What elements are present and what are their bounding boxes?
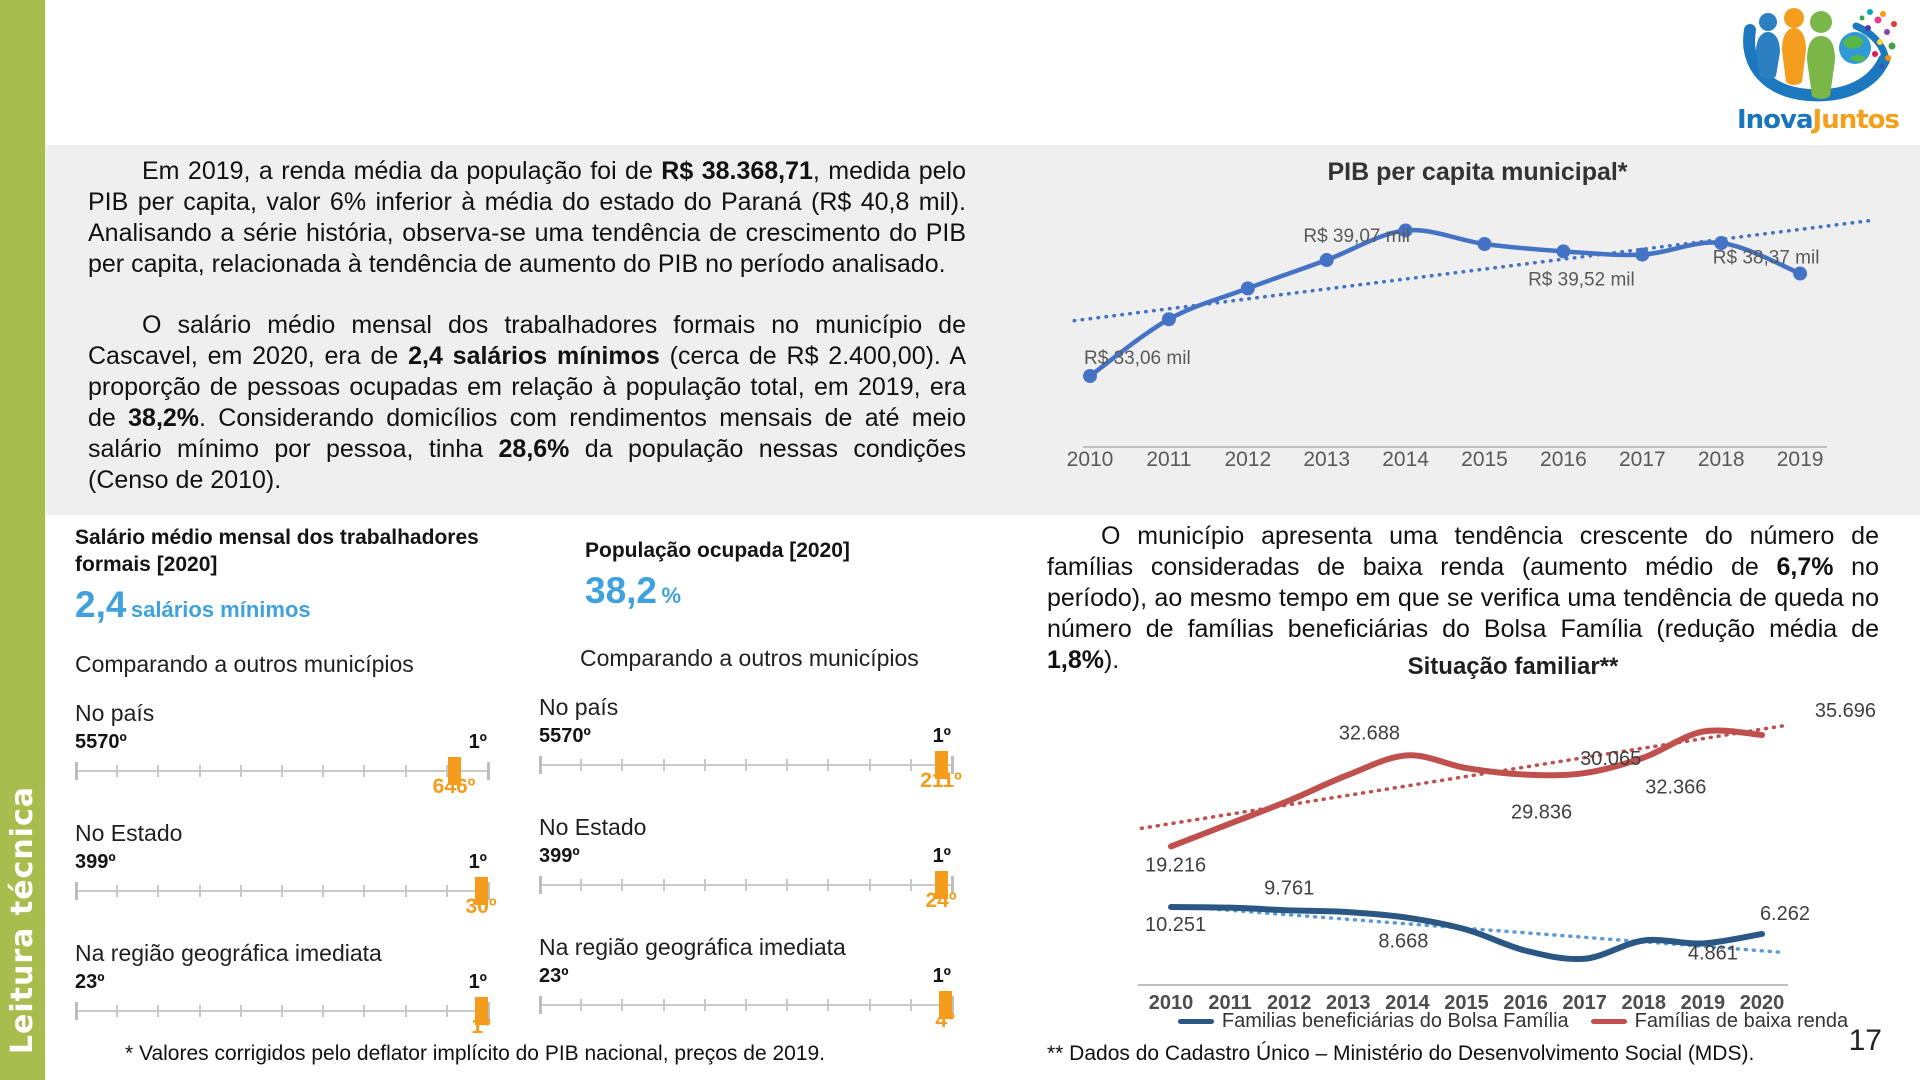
track-tick: [869, 999, 871, 1011]
rank-row: [539, 805, 979, 925]
intro-paragraphs: [88, 156, 966, 526]
track-tick: [621, 879, 623, 891]
svg-text:2017: 2017: [1562, 992, 1607, 1014]
track-tick: [75, 762, 78, 780]
rank-row-label: No Estado: [539, 814, 647, 840]
page-number: 17: [1848, 1024, 1882, 1057]
track-tick: [869, 879, 871, 891]
rank-best: 1º: [932, 965, 951, 987]
svg-text:9.761: 9.761: [1264, 877, 1315, 900]
track-tick: [75, 882, 78, 900]
svg-text:2016: 2016: [1540, 448, 1587, 471]
indicator-value-unit: %: [661, 583, 682, 608]
person-icon: [1784, 8, 1804, 28]
track-tick: [539, 876, 542, 894]
legend-item: [1178, 1010, 1569, 1033]
track-tick: [157, 765, 159, 777]
indicator-value: [75, 584, 515, 628]
track-tick: [745, 879, 747, 891]
track-tick: [704, 999, 706, 1011]
track-tick: [745, 999, 747, 1011]
track-tick: [786, 879, 788, 891]
rank-best: 1º: [468, 731, 487, 753]
track-tick: [405, 1005, 407, 1017]
svg-text:30.065: 30.065: [1580, 748, 1642, 771]
logo-part-inova: Inova: [1736, 105, 1813, 135]
svg-text:2012: 2012: [1224, 448, 1272, 471]
footnote-cadastro: ** Dados do Cadastro Único – Ministério do Desenvolvimento Social (MDS).: [1047, 1042, 1755, 1065]
track-tick: [157, 885, 159, 897]
svg-text:2020: 2020: [1739, 992, 1785, 1014]
track-tick: [539, 996, 542, 1014]
rank-best: 1º: [468, 851, 487, 873]
track-tick: [663, 759, 665, 771]
track-tick: [75, 1002, 78, 1020]
svg-text:2011: 2011: [1208, 992, 1252, 1014]
svg-text:R$ 39,07 mil: R$ 39,07 mil: [1303, 226, 1411, 248]
track-tick: [580, 759, 582, 771]
indicator-salario-medio: [75, 524, 515, 1051]
person-icon: [1759, 13, 1777, 31]
track-tick: [116, 885, 118, 897]
svg-text:2014: 2014: [1385, 992, 1430, 1014]
track-tick: [322, 885, 324, 897]
track-tick: [621, 999, 623, 1011]
pib-chart-title: PIB per capita municipal*: [1327, 158, 1628, 186]
svg-text:35.696: 35.696: [1814, 699, 1876, 722]
svg-text:R$ 38,37 mil: R$ 38,37 mil: [1712, 247, 1820, 269]
track-tick: [405, 765, 407, 777]
rank-row-label: Na região geográfica imediata: [75, 940, 382, 966]
rank-worst: 5570º: [539, 725, 591, 747]
compare-heading: Comparando a outros municípios: [75, 651, 414, 677]
rank-row: [75, 691, 515, 811]
rank-worst: 23º: [539, 965, 569, 987]
track-tick: [157, 1005, 159, 1017]
indicator-title: Salário médio mensal dos trabalhadores formais [2020]: [75, 526, 479, 576]
track-tick: [199, 765, 201, 777]
intro-paragraph-2: O salário médio mensal dos trabalhadores formais no município de Cascavel, em 2020, era de 2,4 salários mínimos (cerca de R$ 2.400,00). A proporção de pessoas ocupadas em relação à população total, em 2019, era de 38,2%. Considerando domicílios com rendimentos mensais de até meio salário mínimo por pessoa, tinha 28,6% da população nessas condições (Censo de 2010).: [88, 311, 966, 494]
track-tick: [281, 765, 283, 777]
legend-line-swatch: [1591, 1019, 1627, 1024]
track-tick: [281, 885, 283, 897]
track-tick: [322, 765, 324, 777]
track-tick: [539, 756, 542, 774]
person-icon: [1810, 11, 1832, 33]
svg-text:2012: 2012: [1266, 992, 1312, 1014]
situacao-familiar-chart: [1128, 685, 1898, 1035]
track-tick: [240, 885, 242, 897]
rank-value: 24º: [925, 889, 957, 912]
rank-value: 646º: [432, 775, 476, 798]
rank-best: 1º: [932, 725, 951, 747]
indicator-value: [585, 570, 979, 614]
svg-text:2018: 2018: [1697, 448, 1745, 471]
rank-worst: 5570º: [75, 731, 127, 753]
rank-value: 4º: [935, 1009, 955, 1032]
track-tick: [199, 885, 201, 897]
rank-row: [539, 685, 979, 805]
rank-track: [539, 990, 951, 1020]
rank-track: [75, 996, 487, 1026]
track-tick: [786, 759, 788, 771]
track-tick: [621, 759, 623, 771]
ranking-rows: [539, 685, 979, 1045]
svg-text:2013: 2013: [1326, 992, 1371, 1014]
indicator-value-unit: salários mínimos: [130, 597, 311, 622]
track-tick: [580, 999, 582, 1011]
svg-text:32.366: 32.366: [1645, 776, 1707, 799]
rank-row-label: Na região geográfica imediata: [539, 934, 846, 960]
legend-line-swatch: [1178, 1019, 1214, 1024]
svg-text:2018: 2018: [1621, 992, 1667, 1014]
rank-track: [75, 876, 487, 906]
svg-text:2017: 2017: [1618, 448, 1666, 471]
rank-row-label: No país: [539, 694, 619, 720]
svg-text:2011: 2011: [1146, 448, 1192, 471]
logo-text: [1728, 105, 1908, 135]
rank-value: 211º: [920, 769, 962, 792]
track-tick: [116, 1005, 118, 1017]
svg-text:R$ 39,52 mil: R$ 39,52 mil: [1528, 269, 1635, 291]
family-paragraph: O município apresenta uma tendência crescente do número de famílias consideradas de baixa renda (aumento médio de 6,7% no período), ao mesmo tempo em que se verifica uma tendência de queda no número de famílias beneficiárias do Bolsa Família (redução média de 1,8%).: [1047, 522, 1879, 674]
track-tick: [116, 765, 118, 777]
track-tick: [827, 999, 829, 1011]
legend-label: Famílias de baixa renda: [1634, 1010, 1849, 1032]
svg-text:29.836: 29.836: [1511, 801, 1573, 824]
track-tick: [663, 999, 665, 1011]
legend-item: [1591, 1010, 1848, 1033]
track-tick: [199, 1005, 201, 1017]
track-tick: [281, 1005, 283, 1017]
track-tick: [745, 759, 747, 771]
inova-juntos-emblem: [1734, 4, 1902, 108]
track-tick: [704, 879, 706, 891]
svg-text:10.251: 10.251: [1145, 914, 1207, 936]
svg-text:2016: 2016: [1503, 992, 1548, 1014]
track-tick: [240, 1005, 242, 1017]
track-tick: [786, 999, 788, 1011]
track-tick: [322, 1005, 324, 1017]
indicator-populacao-ocupada: [539, 537, 979, 1045]
rank-worst: 399º: [75, 851, 116, 873]
rank-row-label: No Estado: [75, 820, 183, 846]
svg-text:2019: 2019: [1680, 992, 1726, 1014]
svg-text:2015: 2015: [1461, 448, 1508, 471]
track-tick: [827, 879, 829, 891]
rank-worst: 399º: [539, 845, 580, 867]
pib-per-capita-chart: [1055, 150, 1900, 495]
indicator-title: População ocupada [2020]: [585, 539, 850, 562]
sidebar-label: Leitura técnica: [5, 785, 40, 1054]
track-tick: [363, 765, 365, 777]
sidebar-band: [0, 0, 45, 1080]
indicator-value-number: 2,4: [75, 584, 127, 625]
svg-text:8.668: 8.668: [1378, 930, 1429, 953]
svg-text:32.688: 32.688: [1338, 722, 1400, 745]
footnote-pib: * Valores corrigidos pelo deflator implícito do PIB nacional, preços de 2019.: [125, 1042, 826, 1065]
track-tick: [405, 885, 407, 897]
svg-text:2010: 2010: [1148, 992, 1194, 1014]
svg-text:2010: 2010: [1066, 448, 1114, 471]
rank-worst: 23º: [75, 971, 105, 993]
track-tick: [663, 879, 665, 891]
track-tick: [704, 759, 706, 771]
svg-text:19.216: 19.216: [1145, 854, 1207, 877]
intro-paragraph-1: Em 2019, a renda média da população foi de R$ 38.368,71, medida pelo PIB per capita, valor 6% inferior à média do estado do Paraná (R$ 40,8 mil). Analisando a série história, observa-se uma tendência de crescimento do PIB per capita, relacionada à tendência de aumento do PIB no período analisado.: [88, 157, 966, 278]
family-chart-legend: [1128, 1010, 1898, 1033]
rank-value: 30º: [465, 895, 497, 918]
compare-heading: Comparando a outros municípios: [580, 645, 919, 671]
svg-text:6.262: 6.262: [1759, 902, 1810, 925]
svg-text:4.861: 4.861: [1687, 942, 1738, 965]
legend-label: Familias beneficiárias do Bolsa Família: [1221, 1010, 1569, 1032]
svg-text:R$ 33,06 mil: R$ 33,06 mil: [1084, 348, 1191, 369]
inova-juntos-logo: [1728, 4, 1908, 135]
track-tick: [363, 1005, 365, 1017]
svg-text:2014: 2014: [1382, 448, 1429, 471]
logo-part-juntos: Juntos: [1812, 105, 1899, 135]
track-tick: [827, 759, 829, 771]
rank-best: 1º: [468, 971, 487, 993]
indicator-value-number: 38,2: [585, 570, 658, 611]
rank-track: [539, 750, 951, 780]
rank-track: [539, 870, 951, 900]
rank-best: 1º: [932, 845, 951, 867]
svg-text:2019: 2019: [1776, 448, 1824, 471]
svg-text:2015: 2015: [1444, 992, 1489, 1014]
track-tick: [869, 759, 871, 771]
svg-text:2013: 2013: [1303, 448, 1351, 471]
rank-row: [75, 811, 515, 931]
rank-row-label: No país: [75, 700, 155, 726]
track-tick: [363, 885, 365, 897]
rank-value: 1º: [471, 1015, 491, 1038]
rank-row: [539, 925, 979, 1045]
track-tick: [240, 765, 242, 777]
family-chart-title: Situação familiar**: [1407, 653, 1619, 680]
track-tick: [580, 879, 582, 891]
ranking-rows: [75, 691, 515, 1051]
rank-row: [75, 931, 515, 1051]
